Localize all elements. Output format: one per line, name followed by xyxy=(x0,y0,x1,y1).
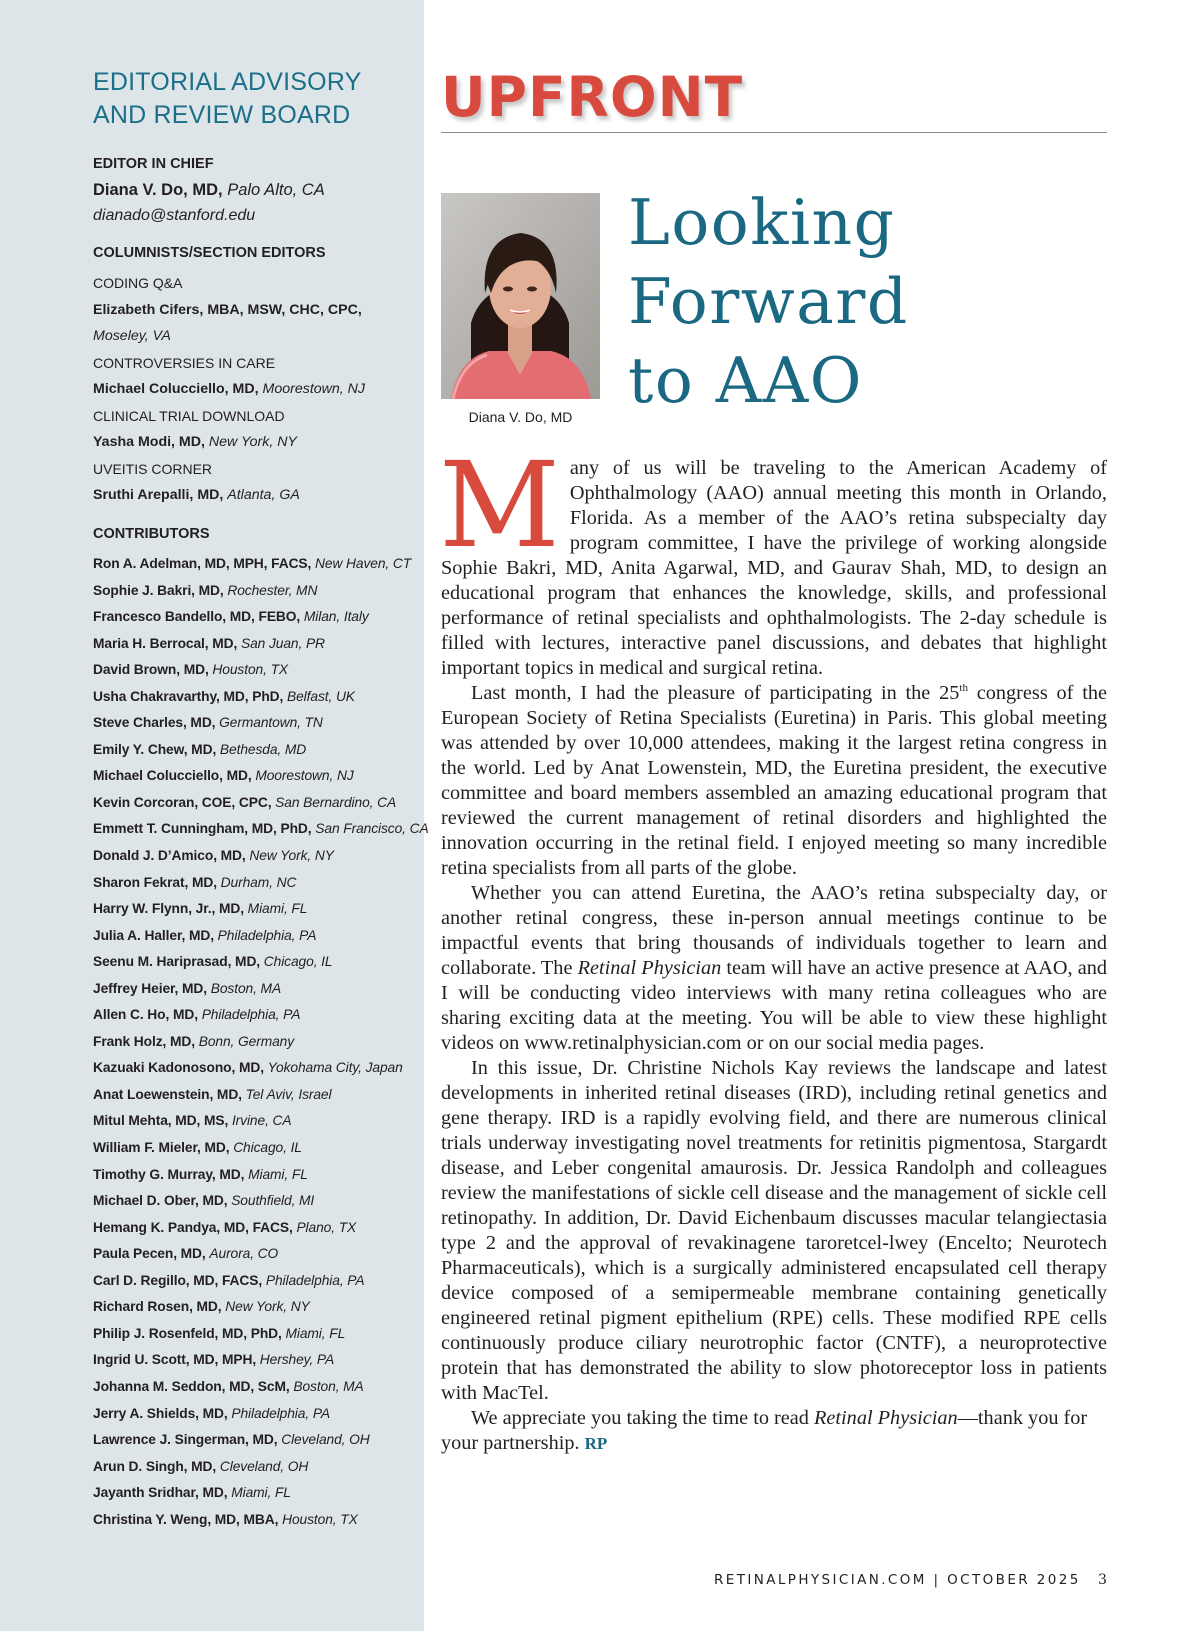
board-title-line: AND REVIEW BOARD xyxy=(93,101,351,129)
header-divider xyxy=(441,132,1107,133)
author-photo xyxy=(441,193,600,399)
contributor-entry xyxy=(93,870,423,897)
contributor-location: Chicago, IL xyxy=(233,1140,302,1156)
board-title xyxy=(93,66,413,132)
contributor-entry xyxy=(93,1507,423,1534)
contributors-list xyxy=(93,551,429,1533)
footer-publication: RETINALPHYSICIAN.COM | OCTOBER 2025 xyxy=(714,1572,1081,1588)
contributor-location: Southfield, MI xyxy=(231,1193,315,1209)
contributor-location: Cleveland, OH xyxy=(281,1432,370,1448)
contributor-location: Moorestown, NJ xyxy=(255,768,354,784)
contributor-location: Plano, TX xyxy=(296,1219,357,1235)
contributor-entry xyxy=(93,1135,423,1162)
contributor-location: Houston, TX xyxy=(282,1511,358,1527)
editor-in-chief-line xyxy=(93,181,325,200)
contributor-entry xyxy=(93,710,423,737)
paragraph: Whether you can attend Euretina, the AAO’s retina subspecialty day, or another retinal congress, these in-person annual meetings continue to be impactful events that bring thousands of individuals together to learn and collaborate. The Retinal Physician team will have an active presence at AAO, and I will be conducting video interviews with many retina colleagues who are sharing exciting data at the meeting. You will be able to view these highlight videos on www.retinalphysician.com or on our social media pages. xyxy=(441,882,1108,1054)
contributor-location: Milan, Italy xyxy=(303,609,369,625)
contributor-name: Richard Rosen, MD, xyxy=(93,1299,222,1315)
board-title-line: EDITORIAL ADVISORY xyxy=(93,68,362,96)
photo-caption: Diana V. Do, MD xyxy=(468,409,573,425)
contributor-location: Chicago, IL xyxy=(263,954,333,970)
contributor-name: Ron A. Adelman, MD, MPH, FACS, xyxy=(93,556,312,571)
column-label: CONTROVERSIES IN CARE xyxy=(93,354,276,371)
contributor-location: Hershey, PA xyxy=(259,1352,335,1368)
contributor-name: Usha Chakravarthy, MD, PhD, xyxy=(93,688,284,704)
contributor-name: Francesco Bandello, MD, FEBO, xyxy=(93,609,301,625)
editor-in-chief-location: Palo Alto, CA xyxy=(227,181,325,199)
headline-line: to AAO xyxy=(628,344,863,417)
contributor-name: Steve Charles, MD, xyxy=(93,715,216,731)
contributor-name: Anat Loewenstein, MD, xyxy=(93,1086,242,1102)
contributor-location: New York, NY xyxy=(225,1299,310,1315)
columnist-entry xyxy=(93,297,418,324)
contributor-entry xyxy=(93,896,423,923)
contributor-location: Houston, TX xyxy=(212,662,289,678)
contributor-location: Bethesda, MD xyxy=(219,741,307,757)
contributor-entry xyxy=(93,1082,423,1109)
columnist-entry xyxy=(93,482,418,509)
section-title: UPFRONT xyxy=(441,65,744,129)
columnists-list xyxy=(93,270,418,509)
columnist-location: New York, NY xyxy=(208,434,297,450)
columnist-entry xyxy=(93,376,418,403)
contributor-location: Boston, MA xyxy=(293,1378,364,1394)
contributor-name: Hemang K. Pandya, MD, FACS, xyxy=(93,1219,293,1235)
contributor-name: Paula Pecen, MD, xyxy=(93,1246,206,1262)
contributor-name: Jerry A. Shields, MD, xyxy=(93,1405,228,1421)
contributor-entry xyxy=(93,1188,423,1215)
column-label: CLINICAL TRIAL DOWNLOAD xyxy=(93,407,285,424)
contributor-location: Philadelphia, PA xyxy=(201,1007,301,1023)
columnist-name: Yasha Modi, MD, xyxy=(93,434,205,450)
contributor-location: Boston, MA xyxy=(210,980,282,996)
contributor-location: New Haven, CT xyxy=(315,556,412,571)
column-label: UVEITIS CORNER xyxy=(93,460,213,477)
contributor-location: Cleveland, OH xyxy=(219,1458,309,1474)
column-label: CODING Q&A xyxy=(93,275,183,291)
article-headline xyxy=(628,183,909,420)
contributor-entry xyxy=(93,1294,423,1321)
contributor-entry xyxy=(93,1268,423,1295)
contributor-name: Seenu M. Hariprasad, MD, xyxy=(93,954,261,970)
contributor-entry xyxy=(93,1162,423,1189)
contributor-location: Miami, FL xyxy=(231,1485,291,1501)
headline-line: Forward xyxy=(628,265,909,338)
columnists-heading: COLUMNISTS/SECTION EDITORS xyxy=(93,245,326,261)
columnist-entry xyxy=(93,429,418,456)
contributor-entry xyxy=(93,1347,423,1374)
contributors-heading: CONTRIBUTORS xyxy=(93,526,210,542)
contributor-location: Aurora, CO xyxy=(209,1246,279,1262)
contributor-name: Carl D. Regillo, MD, FACS, xyxy=(93,1272,263,1288)
contributor-location: Miami, FL xyxy=(247,901,308,917)
editor-in-chief-email: dianado@stanford.edu xyxy=(93,207,256,224)
contributor-name: Jayanth Sridhar, MD, xyxy=(93,1485,228,1501)
contributor-entry xyxy=(93,1401,423,1428)
editor-in-chief-heading: EDITOR IN CHIEF xyxy=(93,156,214,172)
contributor-name: Timothy G. Murray, MD, xyxy=(93,1166,245,1182)
contributor-name: Johanna M. Seddon, MD, ScM, xyxy=(93,1378,290,1394)
contributor-name: William F. Mieler, MD, xyxy=(93,1140,230,1156)
columnist-entry xyxy=(93,323,418,350)
contributor-location: San Juan, PR xyxy=(240,635,325,651)
contributor-entry xyxy=(93,843,423,870)
contributor-location: Irvine, CA xyxy=(231,1113,292,1129)
headline-line: Looking xyxy=(628,186,896,259)
editorial-board-sidebar xyxy=(0,0,429,1631)
contributor-name: Julia A. Haller, MD, xyxy=(93,927,214,943)
article-body xyxy=(439,436,1108,1456)
contributor-entry xyxy=(93,976,423,1003)
contributor-name: Emily Y. Chew, MD, xyxy=(93,741,217,757)
columnist-location: Moseley, VA xyxy=(93,328,171,344)
contributor-entry xyxy=(93,1241,423,1268)
contributor-name: Donald J. D’Amico, MD, xyxy=(93,848,246,864)
contributor-entry xyxy=(93,1108,423,1135)
contributor-name: Michael D. Ober, MD, xyxy=(93,1193,228,1209)
contributor-entry xyxy=(93,684,423,711)
columnist-name: Elizabeth Cifers, MBA, MSW, CHC, CPC, xyxy=(93,301,362,318)
contributor-location: Belfast, UK xyxy=(287,688,355,704)
contributor-entry xyxy=(93,1454,423,1481)
contributor-location: Bonn, Germany xyxy=(198,1033,295,1049)
contributor-name: Lawrence J. Singerman, MD, xyxy=(93,1432,278,1448)
contributor-location: Germantown, TN xyxy=(219,715,323,731)
paragraph: In this issue, Dr. Christine Nichols Kay reviews the landscape and latest developments in inherited retinal diseases (IRD), including retinal genetics and gene therapy. IRD is a rapidly evolving field, and there are numerous clinical trials underway investigating novel treatments for retinitis pigmentosa, Stargardt disease, and Leber congenital amaurosis. Dr. Jessica Randolph and colleagues review the manifestations of sickle cell disease and the management of sickle cell retinopathy. In addition, Dr. David Eichenbaum discusses macular telangiectasia type 2 and the approval of revakinagene taroretcel-lwey (Encelto; Neurotech Pharmaceuticals), which is a surgically administered encapsulated cell therapy device composed of a semipermeable membrane containing genetically engineered retinal pigment epithelium (RPE) cells. These modified RPE cells continuously produce ciliary neurotrophic factor (CNTF), a neuroprotective protein that has demonstrated the ability to slow photoreceptor loss in patients with MacTel. xyxy=(441,1057,1107,1404)
contributor-name: Kevin Corcoran, COE, CPC, xyxy=(93,794,272,810)
contributor-location: Philadelphia, PA xyxy=(217,927,317,943)
contributor-location: San Francisco, CA xyxy=(315,821,429,837)
contributor-name: Frank Holz, MD, xyxy=(93,1033,195,1049)
contributor-location: Rochester, MN xyxy=(227,582,318,598)
contributor-location: Miami, FL xyxy=(285,1325,346,1341)
contributor-name: Harry W. Flynn, Jr., MD, xyxy=(93,901,244,917)
contributor-entry xyxy=(93,657,423,684)
contributor-entry xyxy=(93,604,423,631)
contributor-location: Philadelphia, PA xyxy=(265,1272,365,1288)
paragraph: We appreciate you taking the time to read Retinal Physician—thank you for your partnership. RP xyxy=(441,1407,1088,1454)
contributor-entry xyxy=(93,949,423,976)
page-number: 3 xyxy=(1098,1572,1107,1588)
contributor-location: Tel Aviv, Israel xyxy=(245,1086,332,1102)
contributor-name: Jeffrey Heier, MD, xyxy=(93,980,207,996)
contributor-name: Emmett T. Cunningham, MD, PhD, xyxy=(93,821,312,837)
contributor-entry xyxy=(93,790,423,817)
contributor-entry xyxy=(93,923,423,950)
columnist-name: Sruthi Arepalli, MD, xyxy=(93,487,224,503)
columnist-location: Atlanta, GA xyxy=(227,487,300,503)
contributor-name: Ingrid U. Scott, MD, MPH, xyxy=(93,1352,257,1368)
columnist-location: Moorestown, NJ xyxy=(262,381,366,397)
contributor-name: Christina Y. Weng, MD, MBA, xyxy=(93,1511,279,1527)
contributor-entry xyxy=(93,1480,423,1507)
contributor-location: Yokohama City, Japan xyxy=(267,1060,403,1076)
contributor-location: San Bernardino, CA xyxy=(275,794,397,810)
drop-cap: M xyxy=(439,436,560,574)
contributor-location: Philadelphia, PA xyxy=(231,1405,330,1421)
paragraph: Last month, I had the pleasure of participating in the 25th congress of the European Society of Retina Specialists (Euretina) in Paris. This global meeting was attended by over 10,000 attendees, making it the largest retina congress in the world. Led by Anat Lowenstein, MD, the Euretina president, the executive committee and board members assembled an amazing educational program that reviewed the current management of retinal disorders and highlighted the innovation occurring in the retinal field. I enjoyed meeting so many incredible retina specialists from all parts of the globe. xyxy=(441,682,1107,879)
columnist-name: Michael Colucciello, MD, xyxy=(93,381,259,397)
paragraph: Many of us will be traveling to the American Academy of Ophthalmology (AAO) annual meeting this month in Orlando, Florida. As a member of the AAO’s retina subspecialty day program committee, I have the privilege of working alongside Sophie Bakri, MD, Anita Agarwal, MD, and Gaurav Shah, MD, to design an educational program that enhances the knowledge, skills, and professional performance of retinal specialists and ophthalmologists. The 2-day schedule is filled with lectures, interactive panel discussions, and debates that highlight important topics in medical and surgical retina. xyxy=(439,436,1107,679)
contributor-name: Maria H. Berrocal, MD, xyxy=(93,635,238,651)
contributor-name: Sophie J. Bakri, MD, xyxy=(93,582,224,598)
contributor-name: Mitul Mehta, MD, MS, xyxy=(93,1113,229,1129)
contributor-name: Arun D. Singh, MD, xyxy=(93,1458,217,1474)
contributor-name: Philip J. Rosenfeld, MD, PhD, xyxy=(93,1325,282,1341)
contributor-entry xyxy=(93,631,423,658)
contributor-entry xyxy=(93,1321,423,1348)
contributor-entry xyxy=(93,1029,423,1056)
contributor-name: Allen C. Ho, MD, xyxy=(93,1007,198,1023)
contributor-entry xyxy=(93,1002,423,1029)
contributor-location: Miami, FL xyxy=(248,1166,308,1182)
contributor-entry xyxy=(93,763,423,790)
contributor-entry xyxy=(93,578,423,605)
contributor-entry xyxy=(93,816,429,843)
contributor-name: David Brown, MD, xyxy=(93,662,209,678)
contributor-entry xyxy=(93,1215,423,1242)
contributor-entry xyxy=(93,737,423,764)
contributor-name: Michael Colucciello, MD, xyxy=(93,768,252,784)
contributor-name: Sharon Fekrat, MD, xyxy=(93,874,217,890)
contributor-entry xyxy=(93,551,423,578)
contributor-location: New York, NY xyxy=(249,848,334,864)
contributor-location: Durham, NC xyxy=(220,874,297,890)
contributor-entry xyxy=(93,1427,423,1454)
rp-signoff-mark: RP xyxy=(584,1434,608,1453)
editor-in-chief-name: Diana V. Do, MD, xyxy=(93,181,223,199)
contributor-entry xyxy=(93,1374,423,1401)
contributor-entry xyxy=(93,1055,423,1082)
contributor-name: Kazuaki Kadonosono, MD, xyxy=(93,1060,264,1076)
